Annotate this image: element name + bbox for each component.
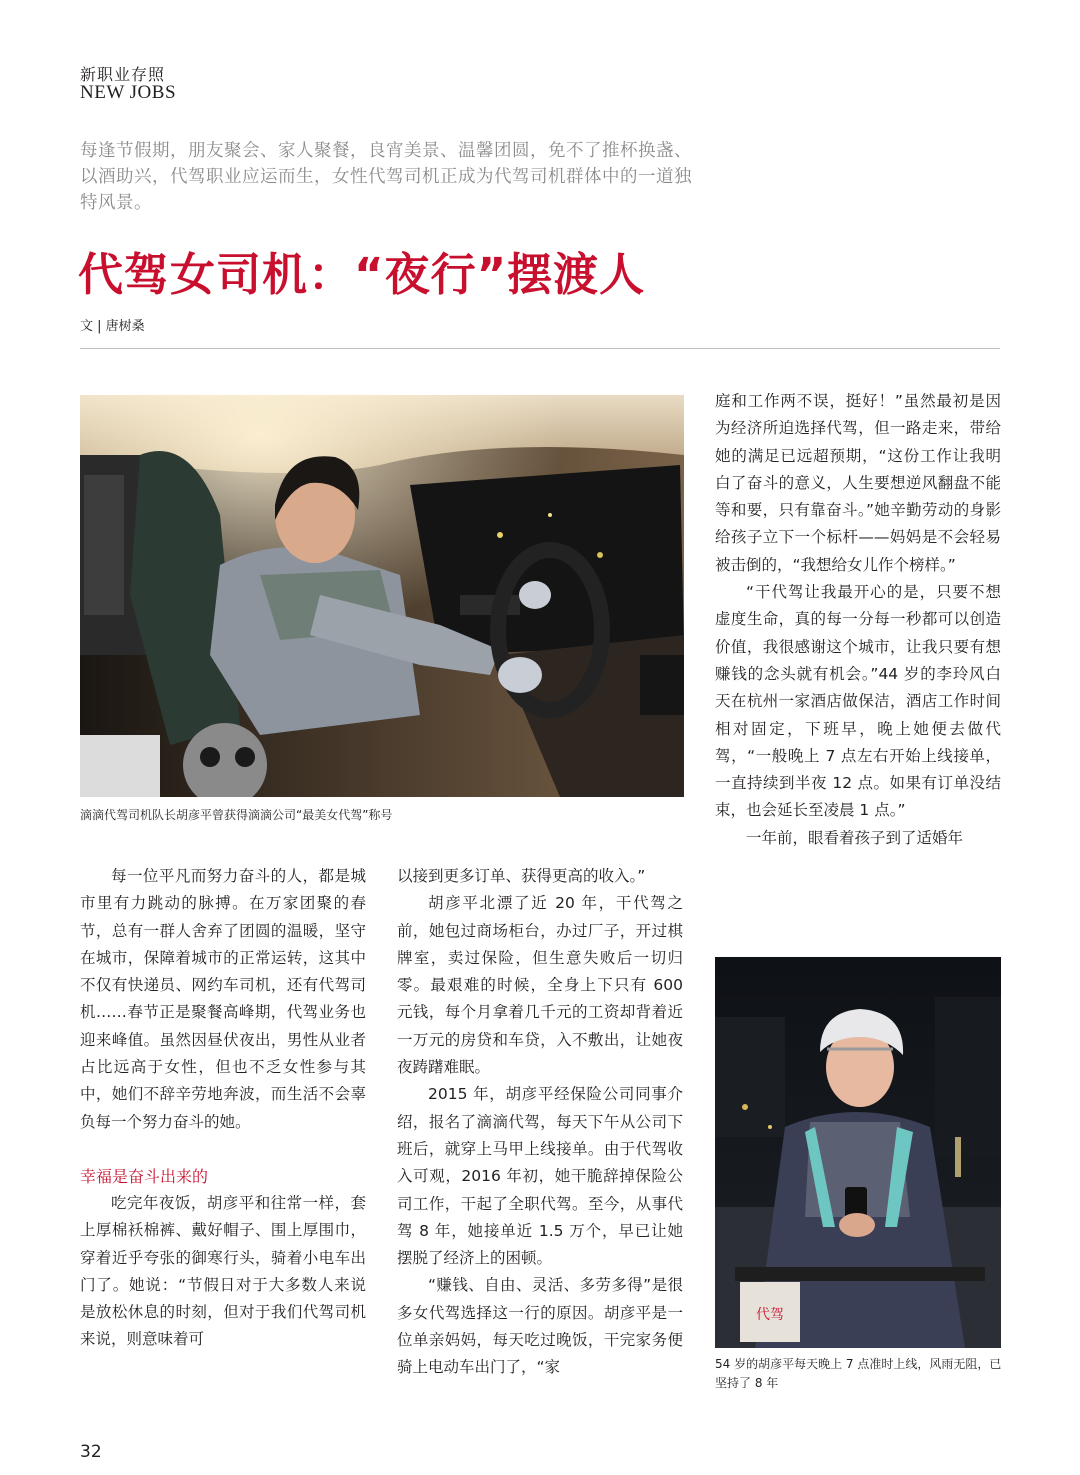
photo-driver-with-helmet xyxy=(715,957,1001,1348)
photo2-caption: 54 岁的胡彦平每天晚上 7 点准时上线，风雨无阻，已坚持了 8 年 xyxy=(715,1357,1002,1390)
body-column-1 xyxy=(80,863,366,1354)
col3-paragraph-3: 一年前，眼看着孩子到了适婚年 xyxy=(746,828,964,847)
col1-paragraph-1: 每一位平凡而努力奋斗的人，都是城市里有力跳动的脉搏。在万家团聚的春节，总有一群人舍弃了团圆的温暖，坚守在城市，保障着城市的正常运转，这其中不仅有快递员、网约车司机，还有代驾司机……春节正是聚餐高峰期，代驾业务也迎来峰值。虽然因昼伏夜出，男性从业者占比远高于女性，但也不乏女性参与其中，她们不辞辛劳地奔波，而生活不会辜负每一个努力奋斗的她。 xyxy=(80,867,366,1131)
byline: 文 | 唐树桑 xyxy=(80,319,145,334)
subheading: 幸福是奋斗出来的 xyxy=(80,1166,209,1186)
col2-paragraph-1: 以接到更多订单、获得更高的收入。” xyxy=(397,867,646,885)
col2-paragraph-2: 胡彦平北漂了近 20 年，干代驾之前，她包过商场柜台，办过厂子，开过棋牌室，卖过保险，但生意失败后一切归零。最艰难的时候，全身上下只有 600 元钱，每个月拿着几千元的工资却背着近一万元的房贷和车贷，入不敷出，让她夜夜踌躇难眠。 xyxy=(397,894,683,1077)
page-number: 32 xyxy=(80,1442,102,1462)
header-divider xyxy=(80,348,1000,349)
driver-with-helmet-illustration xyxy=(715,957,1001,1348)
article-title: 代驾女司机：“夜行”摆渡人 xyxy=(78,248,646,301)
col2-paragraph-3: 2015 年，胡彦平经保险公司同事介绍，报名了滴滴代驾，每天下午从公司下班后，就穿上马甲上线接单。由于代驾收入可观，2016 年初，她干脆辞掉保险公司工作，干起了全职代驾。至今，从事代驾 8 年，她接单近 1.5 万个，早已让她摆脱了经济上的困顿。 xyxy=(397,1085,683,1268)
section-label-en: NEW JOBS xyxy=(80,82,177,103)
photo-driver-in-car xyxy=(80,395,684,797)
photo1-caption: 滴滴代驾司机队长胡彦平曾获得滴滴公司“最美女代驾”称号 xyxy=(80,808,393,822)
intro-paragraph: 每逢节假期，朋友聚会、家人聚餐，良宵美景、温馨团圆，免不了推杯换盏、以酒助兴，代驾职业应运而生，女性代驾司机正成为代驾司机群体中的一道独特风景。 xyxy=(80,141,692,213)
body-column-3 xyxy=(715,388,1001,852)
body-column-2 xyxy=(397,863,683,1382)
driver-in-car-illustration xyxy=(80,395,684,797)
sticker-text: 代驾 xyxy=(756,1307,784,1323)
col2-paragraph-4: “赚钱、自由、灵活、多劳多得”是很多女代驾选择这一行的原因。胡彦平是一位单亲妈妈，每天吃过晚饭，干完家务便骑上电动车出门了，“家 xyxy=(397,1276,683,1377)
col3-paragraph-1: 庭和工作两不误，挺好！”虽然最初是因为经济所迫选择代驾，但一路走来，带给她的满足已远超预期，“这份工作让我明白了奋斗的意义，人生要想逆风翻盘不能等和要，只有靠奋斗。”她辛勤劳动的身影给孩子立下一个标杆——妈妈是不会轻易被击倒的，“我想给女儿作个榜样。” xyxy=(715,392,1001,574)
col3-paragraph-2: “干代驾让我最开心的是，只要不想虚度生命，真的每一分每一秒都可以创造价值，我很感谢这个城市，让我只要有想赚钱的念头就有机会。”44 岁的李玲风白天在杭州一家酒店做保洁，酒店工作时间相对固定，下班早，晚上她便去做代驾，“一般晚上 7 点左右开始上线接单，一直持续到半夜 12 点。如果有订单没结束，也会延长至凌晨 1 点。” xyxy=(715,583,1001,820)
section-label-cn: 新职业存照 xyxy=(80,65,166,84)
col1-paragraph-2: 吃完年夜饭，胡彦平和往常一样，套上厚棉袄棉裤、戴好帽子、围上厚围巾，穿着近乎夸张的御寒行头，骑着小电车出门了。她说：“节假日对于大多数人来说是放松休息的时刻，但对于我们代驾司机来说，则意味着可 xyxy=(80,1193,366,1349)
